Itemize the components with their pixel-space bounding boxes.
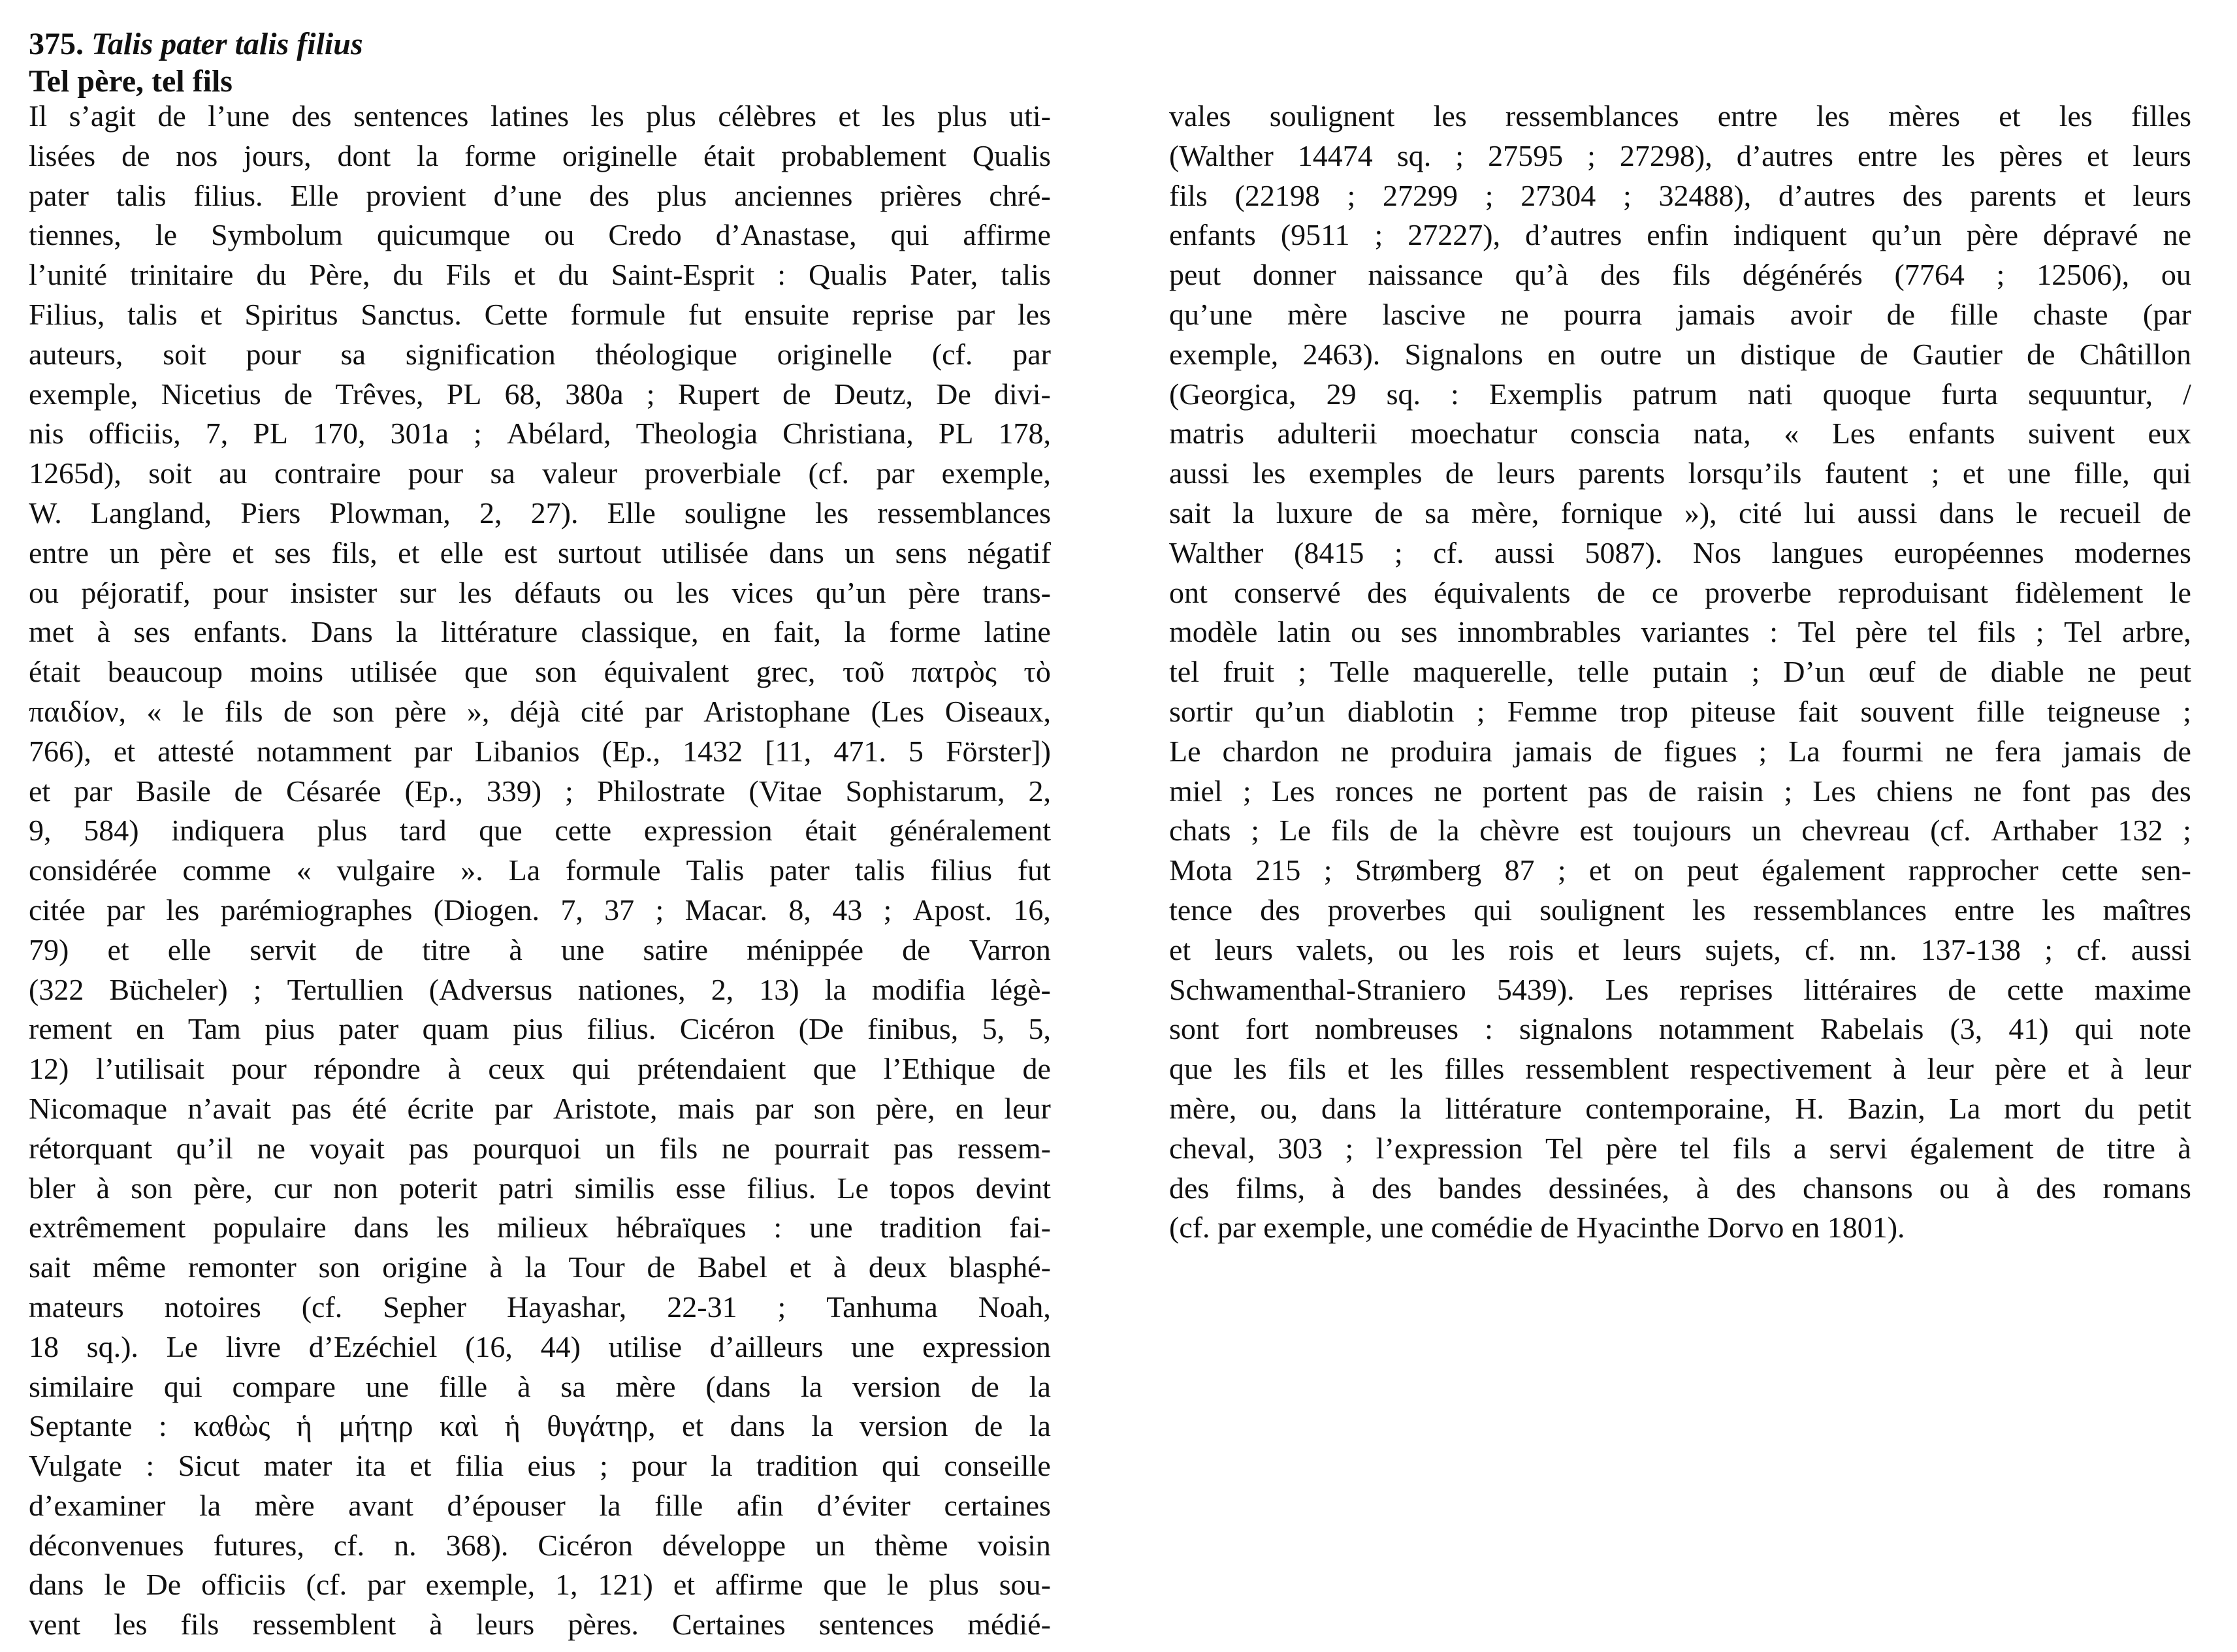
- text-line: enfants (9511 ; 27227), d’autres enfin indiquent qu’un père dépravé ne: [1169, 218, 2191, 252]
- text-line: mère, ou, dans la littérature contemporaine, H. Bazin, La mort du petit: [1169, 1091, 2191, 1125]
- text-line: (Walther 14474 sq. ; 27595 ; 27298), d’autres entre les pères et leurs: [1169, 138, 2191, 172]
- text-line: Schwamenthal-Straniero 5439). Les reprises littéraires de cette maxime: [1169, 972, 2191, 1006]
- text-line: des films, à des bandes dessinées, à des chansons ou à des romans: [1169, 1171, 2191, 1205]
- text-line: déconvenues futures, cf. n. 368). Cicéron développe un thème voisin: [29, 1528, 1051, 1562]
- text-line: sortir qu’un diablotin ; Femme trop piteuse fait souvent fille teigneuse ;: [1169, 694, 2191, 728]
- entry-header: [29, 26, 1048, 101]
- text-line: (Georgica, 29 sq. : Exemplis patrum nati quoque furta sequuntur, /: [1169, 377, 2191, 411]
- text-line: rétorquant qu’il ne voyait pas pourquoi un fils ne pourrait pas ressem-: [29, 1131, 1051, 1165]
- text-line: d’examiner la mère avant d’épouser la fille afin d’éviter certaines: [29, 1488, 1051, 1522]
- text-line: entre un père et ses fils, et elle est surtout utilisée dans un sens négatif: [29, 535, 1051, 569]
- text-line: fils (22198 ; 27299 ; 27304 ; 32488), d’autres des parents et leurs: [1169, 178, 2191, 212]
- text-line: considérée comme « vulgaire ». La formule Talis pater talis filius fut: [29, 853, 1051, 887]
- text-line: similaire qui compare une fille à sa mère (dans la version de la: [29, 1369, 1051, 1403]
- text-line: chats ; Le fils de la chèvre est toujours un chevreau (cf. Arthaber 132 ;: [1169, 814, 2191, 848]
- text-line: Nicomaque n’avait pas été écrite par Aristote, mais par son père, en leur: [29, 1091, 1051, 1125]
- text-line: peut donner naissance qu’à des fils dégénérés (7764 ; 12506), ou: [1169, 258, 2191, 292]
- text-line: 9, 584) indiquera plus tard que cette expression était généralement: [29, 814, 1051, 848]
- text-line: Il s’agit de l’une des sentences latines les plus célèbres et les plus uti-: [29, 99, 1051, 133]
- text-line: auteurs, soit pour sa signification théologique originelle (cf. par: [29, 337, 1051, 371]
- left-column: [29, 97, 1051, 1645]
- text-line: mateurs notoires (cf. Sepher Hayashar, 22-31 ; Tanhuma Noah,: [29, 1290, 1051, 1324]
- text-line: pater talis filius. Elle provient d’une des plus anciennes prières chré-: [29, 178, 1051, 212]
- text-line: extrêmement populaire dans les milieux hébraïques : une tradition fai-: [29, 1211, 1051, 1245]
- text-line: cheval, 303 ; l’expression Tel père tel fils a servi également de titre à: [1169, 1131, 2191, 1165]
- text-line: tel fruit ; Telle maquerelle, telle putain ; D’un œuf de diable ne peut: [1169, 655, 2191, 689]
- text-line: Mota 215 ; Strømberg 87 ; et on peut également rapprocher cette sen-: [1169, 853, 2191, 887]
- text-line: sait la luxure de sa mère, fornique »), cité lui aussi dans le recueil de: [1169, 496, 2191, 530]
- text-line: l’unité trinitaire du Père, du Fils et du Saint-Esprit : Qualis Pater, talis: [29, 258, 1051, 292]
- entry-latin-title: [29, 26, 1048, 63]
- text-line: tiennes, le Symbolum quicumque ou Credo d’Anastase, qui affirme: [29, 218, 1051, 252]
- text-line: 12) l’utilisait pour répondre à ceux qui prétendaient que l’Ethique de: [29, 1052, 1051, 1086]
- text-line: Walther (8415 ; cf. aussi 5087). Nos langues européennes modernes: [1169, 535, 2191, 569]
- text-line: W. Langland, Piers Plowman, 2, 27). Elle souligne les ressemblances: [29, 496, 1051, 530]
- text-line: dans le De officiis (cf. par exemple, 1, 121) et affirme que le plus sou-: [29, 1568, 1051, 1602]
- text-line: citée par les parémiographes (Diogen. 7, 37 ; Macar. 8, 43 ; Apost. 16,: [29, 893, 1051, 927]
- text-line: (cf. par exemple, une comédie de Hyacinthe Dorvo en 1801).: [1169, 1211, 1905, 1245]
- text-line: Filius, talis et Spiritus Sanctus. Cette formule fut ensuite reprise par les: [29, 297, 1051, 331]
- text-line: Septante : καθὼς ἡ μήτηρ καὶ ἡ θυγάτηρ, et dans la version de la: [29, 1409, 1051, 1443]
- text-line: ont conservé des équivalents de ce proverbe reproduisant fidèlement le: [1169, 575, 2191, 609]
- text-line: bler à son père, cur non poterit patri similis esse filius. Le topos devint: [29, 1171, 1051, 1205]
- text-line: et par Basile de Césarée (Ep., 339) ; Philostrate (Vitae Sophistarum, 2,: [29, 774, 1051, 808]
- text-line: ou péjoratif, pour insister sur les défauts ou les vices qu’un père trans-: [29, 575, 1051, 609]
- latin-title-text: Talis pater talis filius: [91, 27, 363, 61]
- text-line: lisées de nos jours, dont la forme originelle était probablement Qualis: [29, 138, 1051, 172]
- entry-number: 375.: [29, 27, 84, 61]
- right-column: [1169, 97, 2191, 1248]
- text-line: tence des proverbes qui soulignent les ressemblances entre les maîtres: [1169, 893, 2191, 927]
- text-line: vent les fils ressemblent à leurs pères. Certaines sentences médié-: [29, 1608, 1051, 1642]
- text-line: met à ses enfants. Dans la littérature classique, en fait, la forme latine: [29, 615, 1051, 649]
- text-line: 766), et attesté notamment par Libanios (Ep., 1432 [11, 471. 5 Förster]): [29, 734, 1051, 768]
- text-line: 79) et elle servit de titre à une satire ménippée de Varron: [29, 932, 1051, 966]
- text-line: modèle latin ou ses innombrables variantes : Tel père tel fils ; Tel arbre,: [1169, 615, 2191, 649]
- text-line: sait même remonter son origine à la Tour de Babel et à deux blasphé-: [29, 1250, 1051, 1284]
- text-line: était beaucoup moins utilisée que son équivalent grec, τοῦ πατρὸς τὸ: [29, 655, 1051, 689]
- text-line: 1265d), soit au contraire pour sa valeur proverbiale (cf. par exemple,: [29, 456, 1051, 490]
- text-line: (322 Bücheler) ; Tertullien (Adversus nationes, 2, 13) la modifia légè-: [29, 972, 1051, 1006]
- text-line: sont fort nombreuses : signalons notamment Rabelais (3, 41) qui note: [1169, 1012, 2191, 1046]
- text-line: matris adulterii moechatur conscia nata, « Les enfants suivent eux: [1169, 417, 2191, 451]
- text-line: aussi les exemples de leurs parents lorsqu’ils fautent ; et une fille, qui: [1169, 456, 2191, 490]
- entry-french-title: Tel père, tel fils: [29, 64, 233, 99]
- text-line: qu’une mère lascive ne pourra jamais avoir de fille chaste (par: [1169, 297, 2191, 331]
- text-line: rement en Tam pius pater quam pius filius. Cicéron (De finibus, 5, 5,: [29, 1012, 1051, 1046]
- text-line: 18 sq.). Le livre d’Ezéchiel (16, 44) utilise d’ailleurs une expression: [29, 1329, 1051, 1363]
- text-line: παιδίον, « le fils de son père », déjà cité par Aristophane (Les Oiseaux,: [29, 694, 1051, 728]
- text-line: Le chardon ne produira jamais de figues ; La fourmi ne fera jamais de: [1169, 734, 2191, 768]
- text-line: et leurs valets, ou les rois et leurs sujets, cf. nn. 137-138 ; cf. aussi: [1169, 932, 2191, 966]
- text-line: vales soulignent les ressemblances entre les mères et les filles: [1169, 99, 2191, 133]
- text-line: miel ; Les ronces ne portent pas de raisin ; Les chiens ne font pas des: [1169, 774, 2191, 808]
- text-line: que les fils et les filles ressemblent respectivement à leur père et à leur: [1169, 1052, 2191, 1086]
- text-line: exemple, 2463). Signalons en outre un distique de Gautier de Châtillon: [1169, 337, 2191, 371]
- text-line: nis officiis, 7, PL 170, 301a ; Abélard, Theologia Christiana, PL 178,: [29, 417, 1051, 451]
- text-line: exemple, Nicetius de Trêves, PL 68, 380a ; Rupert de Deutz, De divi-: [29, 377, 1051, 411]
- text-line: Vulgate : Sicut mater ita et filia eius ; pour la tradition qui conseille: [29, 1449, 1051, 1483]
